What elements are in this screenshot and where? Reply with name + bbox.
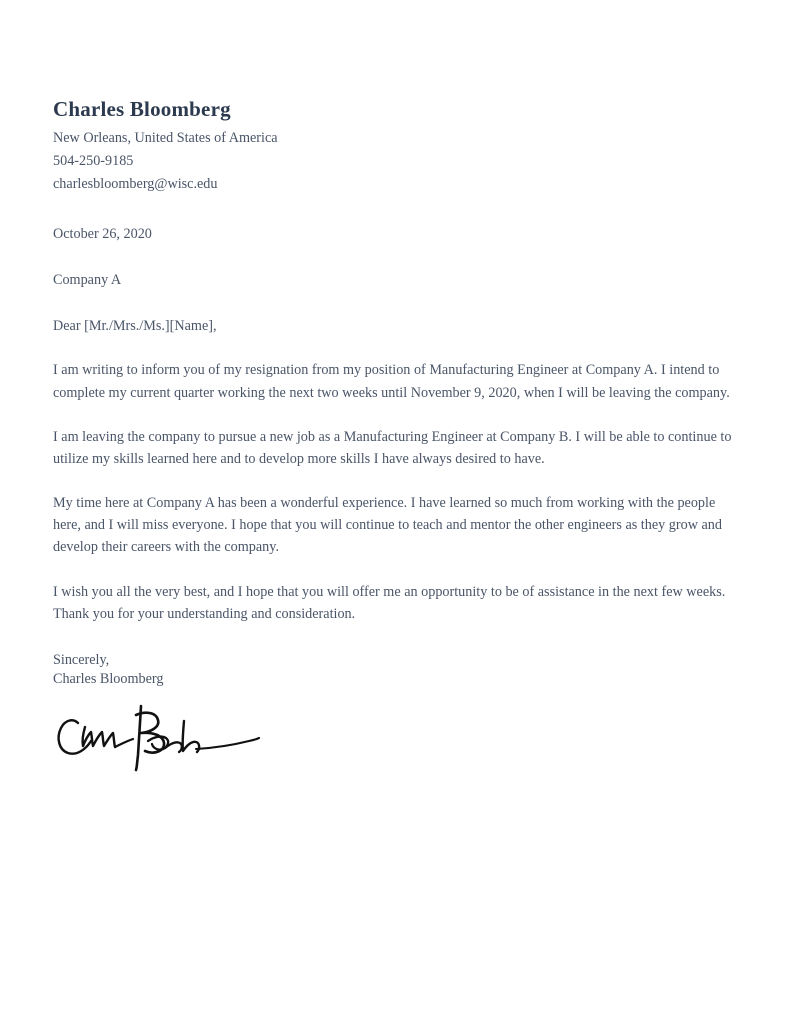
page-title: Charles Bloomberg bbox=[53, 97, 231, 121]
body-paragraph-3: My time here at Company A has been a wonderful experience. I have learned so much from working with the people here, and I will miss everyone. I hope that you will continue to teach and mentor the other engineers as they grow and develop their careers with the company. bbox=[53, 495, 722, 556]
salutation: Dear [Mr./Mrs./Ms.][Name], bbox=[53, 317, 217, 334]
valediction: Sincerely, bbox=[53, 651, 110, 668]
sender-block bbox=[53, 96, 743, 196]
letter-content bbox=[53, 96, 743, 773]
letter-date: October 26, 2020 bbox=[53, 226, 152, 243]
body-paragraph-4: I wish you all the very best, and I hope that you will offer me an opportunity to be of assistance in the next few weeks. Thank you for your understanding and consideration. bbox=[53, 583, 726, 622]
signer-name: Charles Bloomberg bbox=[53, 670, 164, 687]
sender-phone: 504-250-9185 bbox=[53, 153, 134, 170]
recipient-name: Company A bbox=[53, 271, 122, 288]
sender-email: charlesbloomberg@wisc.edu bbox=[53, 176, 218, 193]
body-paragraph-2: I am leaving the company to pursue a new job as a Manufacturing Engineer at Company B. I will be able to continue to utilize my skills learned here and to develop more skills I have always desired to have. bbox=[53, 428, 732, 467]
closing-block bbox=[53, 625, 743, 689]
body-paragraph-1: I am writing to inform you of my resignation from my position of Manufacturing Engineer at Company A. I intend to complete my current quarter working the next two weeks until November 9, 2020, when I will be leaving the company. bbox=[53, 362, 730, 401]
signature-block bbox=[53, 701, 283, 773]
handwritten-signature-icon bbox=[53, 701, 283, 773]
sender-location: New Orleans, United States of America bbox=[53, 130, 278, 147]
